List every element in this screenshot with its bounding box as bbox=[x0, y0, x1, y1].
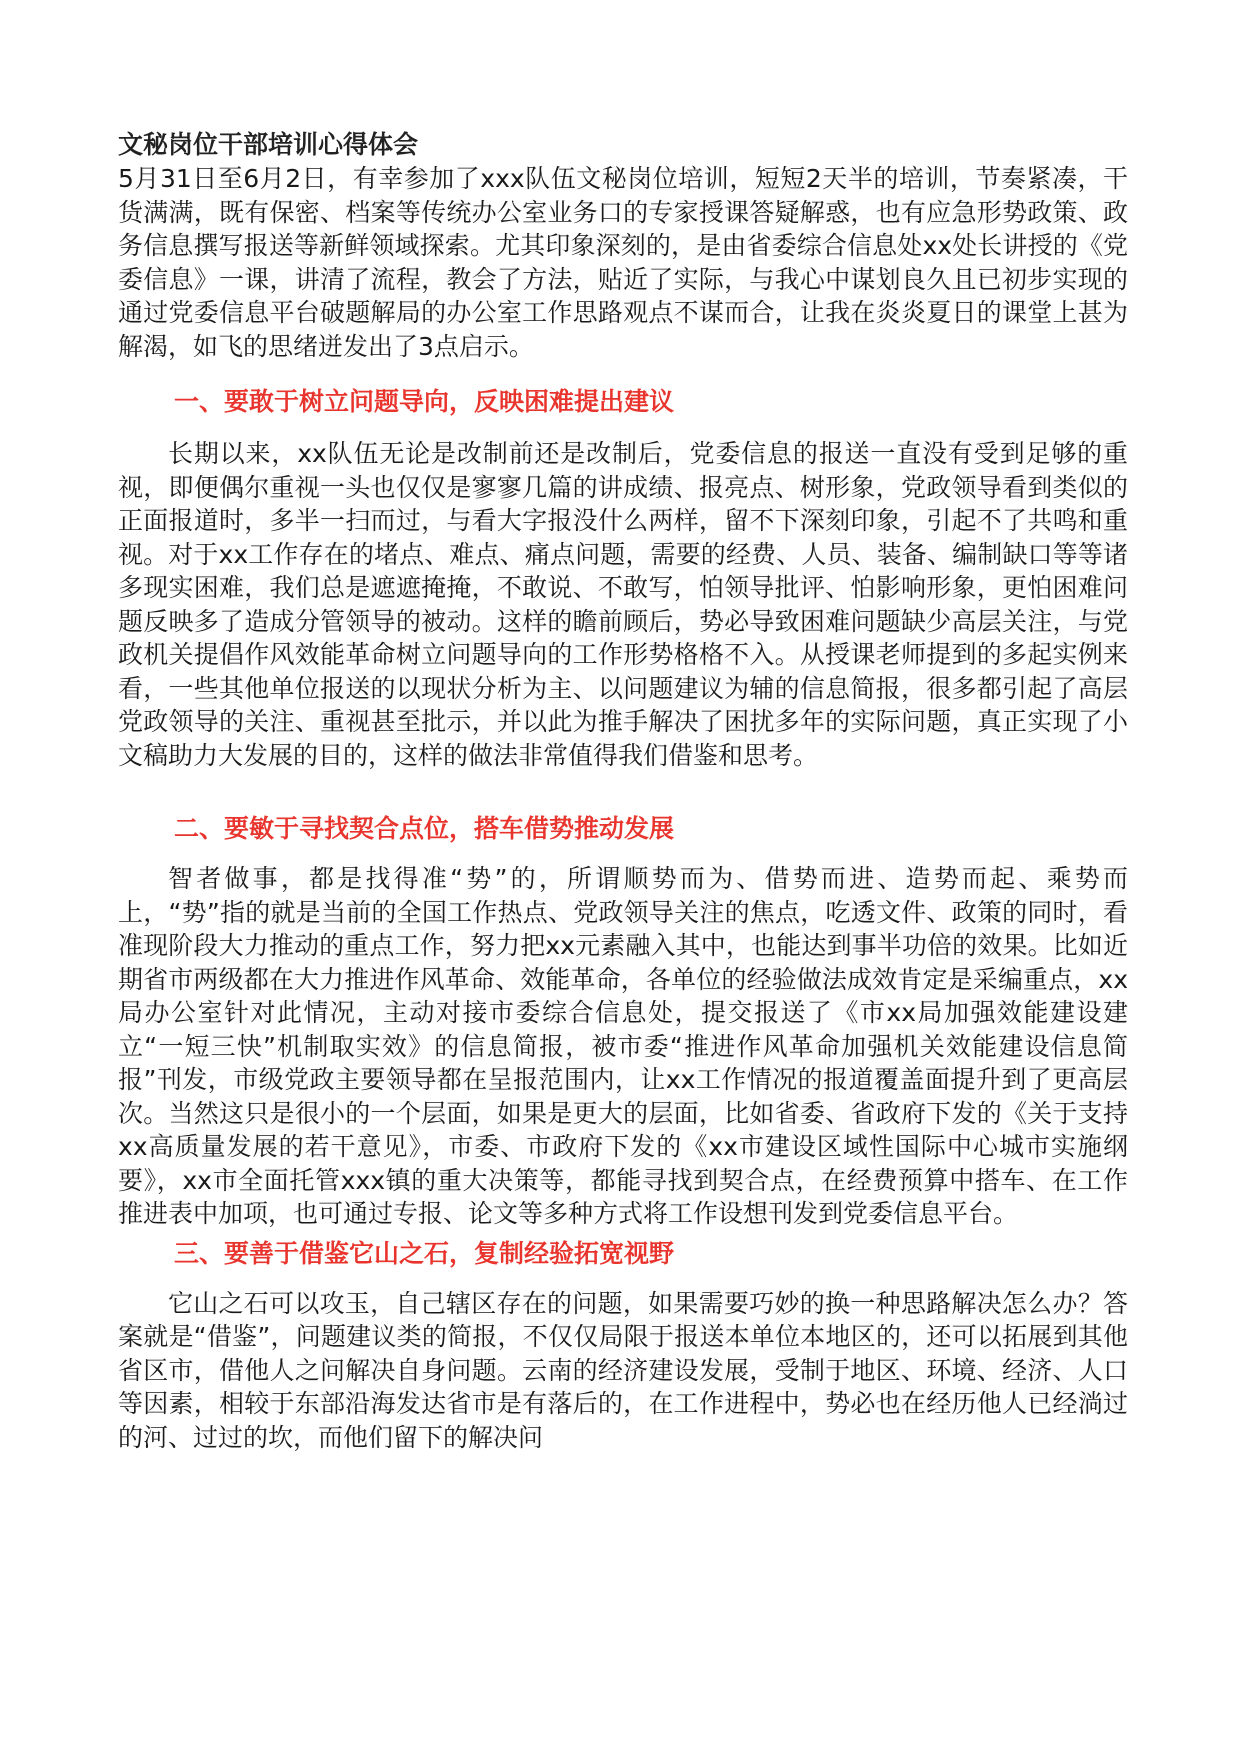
section-body-2: 智者做事，都是找得准“势”的，所谓顺势而为、借势而进、造势而起、乘势而上，“势”指的就是当前的全国工作热点、党政领导关注的焦点，吃透文件、政策的同时，看准现阶段大力推动的重点工作，努力把xx元素融入其中，也能达到事半功倍的效果。比如近期省市两级都在大力推进作风革命、效能革命，各单位的经验做法成效肯定是采编重点，xx局办公室针对此情况，主动对接市委综合信息处，提交报送了《市xx局加强效能建设建立“一短三快”机制取实效》的信息简报，被市委“推进作风革命加强机关效能建设信息简报”刊发，市级党政主要领导都在呈报范围内，让xx工作情况的报道覆盖面提升到了更高层次。当然这只是很小的一个层面，如果是更大的层面，比如省委、省政府下发的《关于支持xx高质量发展的若干意见》，市委、市政府下发的《xx市建设区域性国际中心城市实施纲要》，xx市全面托管xxx镇的重大决策等，都能寻找到契合点，在经费预算中搭车、在工作推进表中加项，也可通过专报、论文等多种方式将工作设想刊发到党委信息平台。 bbox=[118, 864, 1128, 1228]
document-body bbox=[118, 128, 1128, 1454]
spacer bbox=[118, 419, 1128, 437]
spacer bbox=[118, 363, 1128, 385]
spacer bbox=[118, 846, 1128, 862]
intro-paragraph: 5月31日至6月2日，有幸参加了xxx队伍文秘岗位培训，短短2天半的培训，节奏紧凑，干货满满，既有保密、档案等传统办公室业务口的专家授课答疑解惑，也有应急形势政策、政务信息撰写报送等新鲜领域探索。尤其印象深刻的，是由省委综合信息处xx处长讲授的《党委信息》一课，讲清了流程，教会了方法，贴近了实际，与我心中谋划良久且已初步实现的通过党委信息平台破题解局的办公室工作思路观点不谋而合，让我在炎炎夏日的课堂上甚为解渴，如飞的思绪迸发出了3点启示。 bbox=[118, 164, 1128, 361]
section-body-1: 长期以来，xx队伍无论是改制前还是改制后，党委信息的报送一直没有受到足够的重视，即便偶尔重视一头也仅仅是寥寥几篇的讲成绩、报亮点、树形象，党政领导看到类似的正面报道时，多半一扫而过，与看大字报没什么两样，留不下深刻印象，引起不了共鸣和重视。对于xx工作存在的堵点、难点、痛点问题，需要的经费、人员、装备、编制缺口等等诸多现实困难，我们总是遮遮掩掩，不敢说、不敢写，怕领导批评、怕影响形象，更怕困难问题反映多了造成分管领导的被动。这样的瞻前顾后，势必导致困难问题缺少高层关注，与党政机关提倡作风效能革命树立问题导向的工作形势格格不入。从授课老师提到的多起实例来看，一些其他单位报送的以现状分析为主、以问题建议为辅的信息简报，很多都引起了高层党政领导的关注、重视甚至批示，并以此为推手解决了困扰多年的实际问题，真正实现了小文稿助力大发展的目的，这样的做法非常值得我们借鉴和思考。 bbox=[118, 439, 1128, 770]
section-heading-2: 二、要敏于寻找契合点位，搭车借势推动发展 bbox=[174, 814, 675, 843]
section-heading-1: 一、要敢于树立问题导向，反映困难提出建议 bbox=[174, 387, 675, 416]
section-heading-3: 三、要善于借鉴它山之石，复制经验拓宽视野 bbox=[174, 1238, 675, 1268]
section-body-3: 它山之石可以攻玉，自己辖区存在的问题，如果需要巧妙的换一种思路解决怎么办？答案就是“借鉴”，问题建议类的简报，不仅仅局限于报送本单位本地区的，还可以拓展到其他省区市，借他人之问解决自身问题。云南的经济建设发展，受制于地区、环境、经济、人口等因素，相较于东部沿海发达省市是有落后的，在工作进程中，势必也在经历他人已经淌过的河、过过的坎，而他们留下的解决问 bbox=[118, 1288, 1128, 1452]
spacer bbox=[118, 1271, 1128, 1287]
spacer bbox=[118, 772, 1128, 812]
document-title: 文秘岗位干部培训心得体会 bbox=[118, 130, 419, 159]
